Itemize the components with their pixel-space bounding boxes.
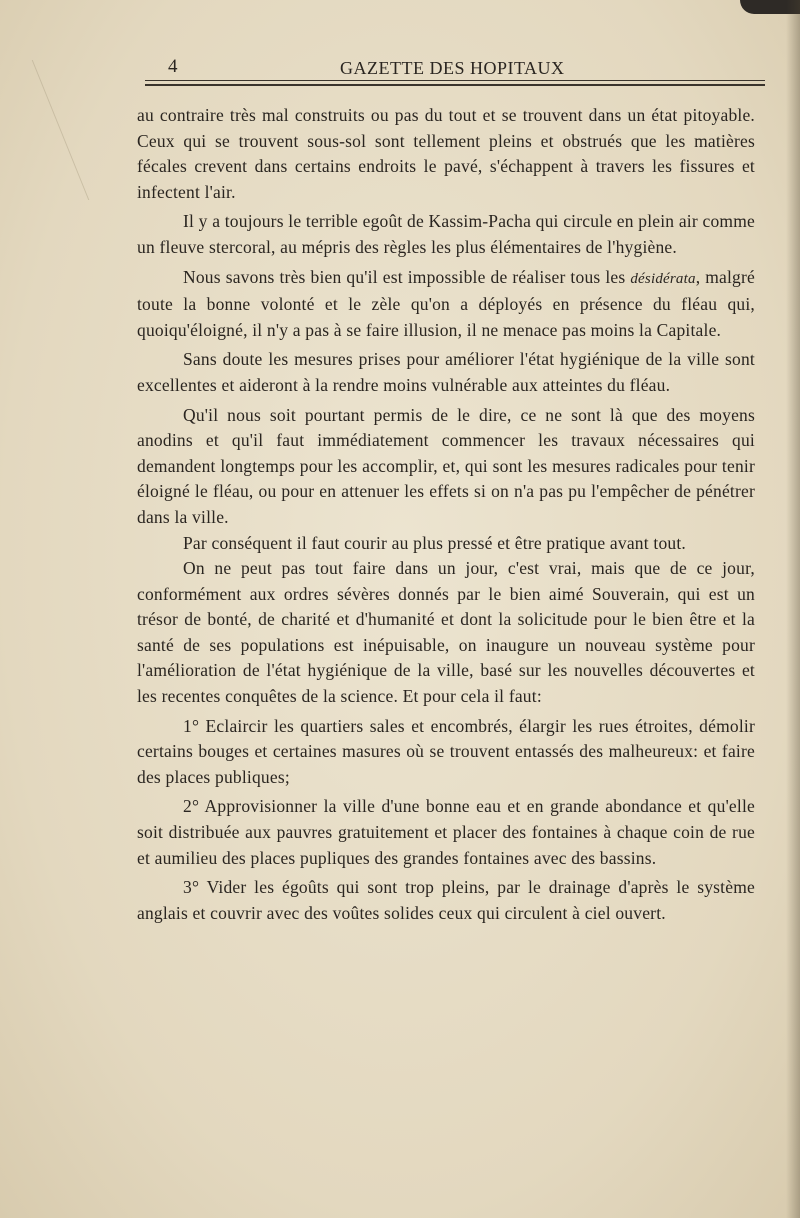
paragraph-text: , malgré toute la bonne volonté et le zèle qu'on a déployés en présence du fléau qui, quoiqu'éloigné, il n'y a pas à se faire illusion, il ne menace pas moins la Capitale. bbox=[137, 266, 756, 340]
paper-fold-line bbox=[32, 60, 150, 200]
paragraph: Il y a toujours le terrible egoût de Kassim-Pacha qui circule en plein air comme un fleuve stercoral, au mépris des règles les plus élémentaires de l'hygiène. bbox=[137, 211, 755, 257]
list-item: 1° Eclaircir les quartiers sales et encombrés, élargir les rues étroites, démolir certains bouges et certaines masures où se trouvent entassés des malheureux: et faire des places publiques; bbox=[137, 715, 755, 787]
paragraph: Sans doute les mesures prises pour améliorer l'état hygiénique de la ville sont excellentes et aideront à la rendre moins vulnérable aux atteintes du fléau. bbox=[137, 349, 755, 395]
italic-term: désidérata bbox=[630, 270, 696, 287]
paragraph: On ne peut pas tout faire dans un jour, c'est vrai, mais que de ce jour, conformément aux ordres sévères donnés par le bien aimé Souverain, qui est un trésor de bonté, de charité et d'humanité et dont la solicitude pour le bien être et la santé de ses populations est inépuisable, on inaugure un nouveau système pour l'amélioration de l'état hygiénique de la ville, basé sur les nouvelles découvertes et les recentes conquêtes de la science. Et pour cela il faut: bbox=[137, 558, 755, 707]
paragraph-text: Nous savons très bien qu'il est impossible de réaliser tous les bbox=[183, 266, 631, 287]
header-rule-thin bbox=[145, 80, 765, 81]
page-header bbox=[145, 56, 765, 80]
paragraph: Qu'il nous soit pourtant permis de le dire, ce ne sont là que des moyens anodins et qu'il faut immédiatement commencer les travaux nécessaires qui demandent longtemps pour les accomplir, et, qui sont les mesures radicales pour tenir éloigné le fléau, ou pour en attenuer les effets si on n'a pas pu l'empêcher de pénétrer dans la ville. bbox=[137, 404, 755, 527]
list-item: 3° Vider les égoûts qui sont trop pleins, par le drainage d'après le système anglais et couvrir avec des voûtes solides ceux qui circulent à ciel ouvert. bbox=[137, 877, 755, 923]
page-edge-shadow bbox=[786, 0, 800, 1218]
header-rule-thick bbox=[145, 84, 765, 86]
paragraph: au contraire très mal construits ou pas du tout et se trouvent dans un état pitoyable. Ceux qui se trouvent sous-sol sont tellement pleins et obstrués que les matières fécales crevent dans certains endroits le pavé, s'échappent à travers les fissures et infectent l'air. bbox=[137, 105, 755, 202]
article-body bbox=[137, 103, 755, 926]
list-item: 2° Approvisionner la ville d'une bonne eau et en grande abondance et qu'elle soit distribuée aux pauvres gratuitement et placer des fontaines à chaque coin de rue et aumilieu des places pupliques des grandes fontaines avec des bassins. bbox=[137, 796, 755, 868]
paragraph bbox=[137, 265, 755, 344]
running-title: GAZETTE DES HOPITAUX bbox=[340, 58, 565, 78]
page-number: 4 bbox=[168, 56, 178, 77]
paragraph: Par conséquent il faut courir au plus pressé et être pratique avant tout. bbox=[183, 532, 686, 553]
